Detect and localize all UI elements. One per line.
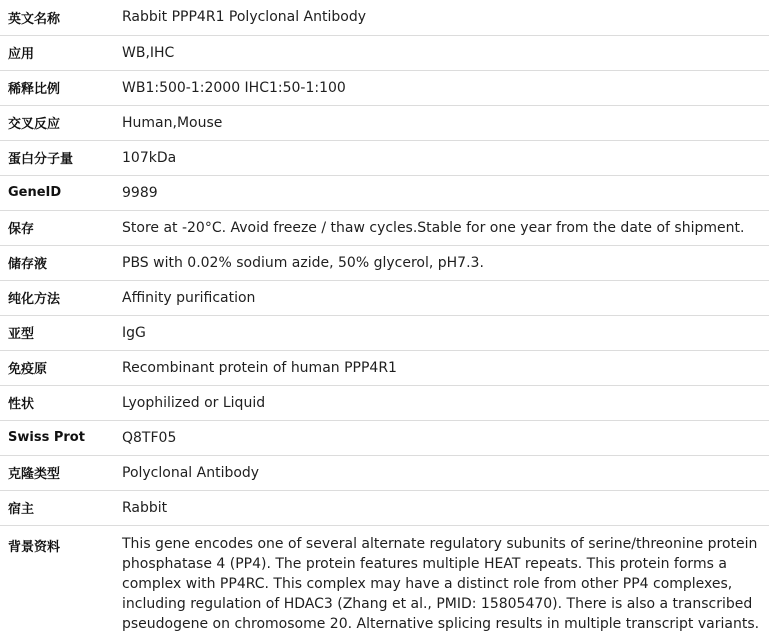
row-value: Store at -20°C. Avoid freeze / thaw cycles.Stable for one year from the date of shipment. <box>122 219 745 236</box>
row-value: PBS with 0.02% sodium azide, 50% glycerol, pH7.3. <box>122 254 484 271</box>
row-immunogen <box>0 350 769 385</box>
row-value: Rabbit PPP4R1 Polyclonal Antibody <box>122 9 367 26</box>
row-value: Lyophilized or Liquid <box>122 394 266 411</box>
row-label: 背景资料 <box>8 539 61 555</box>
row-label: 保存 <box>8 222 35 237</box>
row-label: 纯化方法 <box>8 292 61 307</box>
row-application <box>0 35 769 70</box>
row-purification <box>0 280 769 315</box>
row-host <box>0 490 769 525</box>
row-swiss-prot <box>0 420 769 455</box>
row-label: 储存液 <box>8 257 48 272</box>
row-value: Human,Mouse <box>122 114 223 131</box>
row-gene-id <box>0 175 769 210</box>
row-label: 性状 <box>8 397 35 412</box>
row-label: GeneID <box>8 185 62 200</box>
row-value: WB,IHC <box>122 44 175 61</box>
row-value: 9989 <box>122 184 158 201</box>
row-storage-buffer <box>0 245 769 280</box>
row-english-name <box>0 0 769 35</box>
row-label: 蛋白分子量 <box>8 152 74 167</box>
row-storage <box>0 210 769 245</box>
row-label: 亚型 <box>8 327 35 342</box>
row-value: IgG <box>122 324 146 341</box>
row-value: Affinity purification <box>122 289 256 306</box>
row-value: WB1:500-1:2000 IHC1:50-1:100 <box>122 79 346 96</box>
row-value: Q8TF05 <box>122 429 177 446</box>
row-label: 克隆类型 <box>8 467 61 482</box>
row-label: 宿主 <box>8 502 35 517</box>
row-label: 稀释比例 <box>8 82 61 97</box>
row-label: 应用 <box>8 47 35 62</box>
row-dilution <box>0 70 769 105</box>
row-label: 英文名称 <box>8 11 61 27</box>
row-molecular-weight <box>0 140 769 175</box>
row-clonality <box>0 455 769 490</box>
row-value: 107kDa <box>122 149 177 166</box>
row-label: Swiss Prot <box>8 430 85 445</box>
row-value: Rabbit <box>122 499 168 516</box>
row-label: 交叉反应 <box>8 117 61 132</box>
row-value: This gene encodes one of several alternate regulatory subunits of serine/threonine protein phosphatase 4 (PP4). The protein features multiple HEAT repeats. This protein forms a complex with PP4RC. This complex may have a distinct role from other PP4 complexes, including regulation of HDAC3 (Zhang et al., PMID: 15805470). There is also a transcribed pseudogene on chromosome 20. Alternative splicing results in multiple transcript variants. <box>122 535 760 632</box>
row-form <box>0 385 769 420</box>
row-isotype <box>0 315 769 350</box>
row-value: Recombinant protein of human PPP4R1 <box>122 359 397 376</box>
row-background <box>0 525 769 638</box>
row-value: Polyclonal Antibody <box>122 464 260 481</box>
row-cross-reactivity <box>0 105 769 140</box>
row-label: 免疫原 <box>8 362 48 377</box>
